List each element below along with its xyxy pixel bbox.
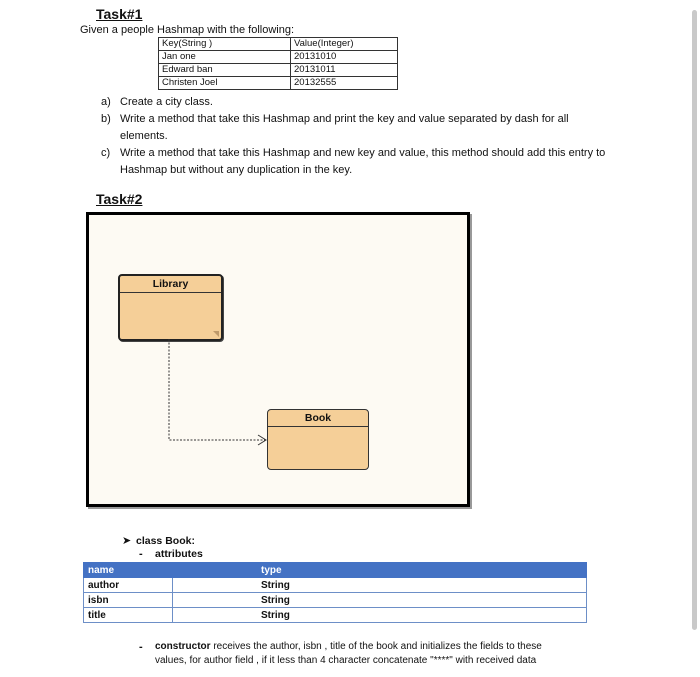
scrollbar[interactable] — [692, 10, 697, 630]
table-cell: 20131011 — [291, 64, 398, 77]
item-b-text-line1: Write a method that take this Hashmap and print the key and value separated by dash for all — [120, 113, 569, 125]
constructor-line2: values, for author field , if it less than 4 character concatenate "****" with received data — [155, 655, 537, 666]
table-cell: String — [173, 578, 587, 593]
table-cell: author — [84, 578, 173, 593]
table-cell: Christen Joel — [159, 77, 291, 90]
table-header-name: name — [84, 563, 173, 578]
item-a-marker: a) — [101, 96, 111, 108]
task1-title: Task#1 — [96, 6, 143, 22]
table-cell: isbn — [84, 593, 173, 608]
table-cell: String — [173, 608, 587, 623]
item-a-text: Create a city class. — [120, 96, 213, 108]
table-cell: 20131010 — [291, 51, 398, 64]
item-b-text-line2: elements. — [120, 130, 168, 142]
table-cell: title — [84, 608, 173, 623]
item-c-marker: c) — [101, 147, 111, 159]
table-header-type: type — [173, 563, 587, 578]
task2-title: Task#2 — [96, 191, 143, 207]
table-header-key: Key(String ) — [159, 38, 291, 51]
table-row — [84, 608, 587, 623]
uml-class-name: Book — [304, 412, 332, 424]
table-cell: Jan one — [159, 51, 291, 64]
attributes-table — [83, 562, 587, 623]
task1-intro: Given a people Hashmap with the following: — [80, 24, 295, 36]
table-row — [84, 578, 587, 593]
table-cell: Edward ban — [159, 64, 291, 77]
attributes-heading: attributes — [155, 548, 203, 560]
table-header-value: Value(Integer) — [291, 38, 398, 51]
item-c-text-line2: Hashmap but without any duplication in the key. — [120, 164, 353, 176]
constructor-line1-text: receives the author, isbn , title of the book and initializes the fields to these — [210, 641, 542, 652]
constructor-line1 — [155, 641, 542, 653]
uml-class-name: Library — [152, 278, 189, 290]
arrow-line — [169, 339, 265, 440]
class-book-heading: class Book: — [136, 535, 195, 547]
table-row — [84, 593, 587, 608]
table-row — [84, 563, 587, 578]
constructor-keyword: constructor — [155, 641, 211, 652]
table-cell: 20132555 — [291, 77, 398, 90]
item-b-marker: b) — [101, 113, 111, 125]
table-cell: String — [173, 593, 587, 608]
dash-bullet-icon: - — [139, 548, 143, 560]
arrow-bullet-icon: ➤ — [122, 535, 132, 547]
dash-bullet-icon: - — [139, 641, 143, 653]
item-c-text-line1: Write a method that take this Hashmap and new key and value, this method should add this entry to — [120, 147, 606, 159]
